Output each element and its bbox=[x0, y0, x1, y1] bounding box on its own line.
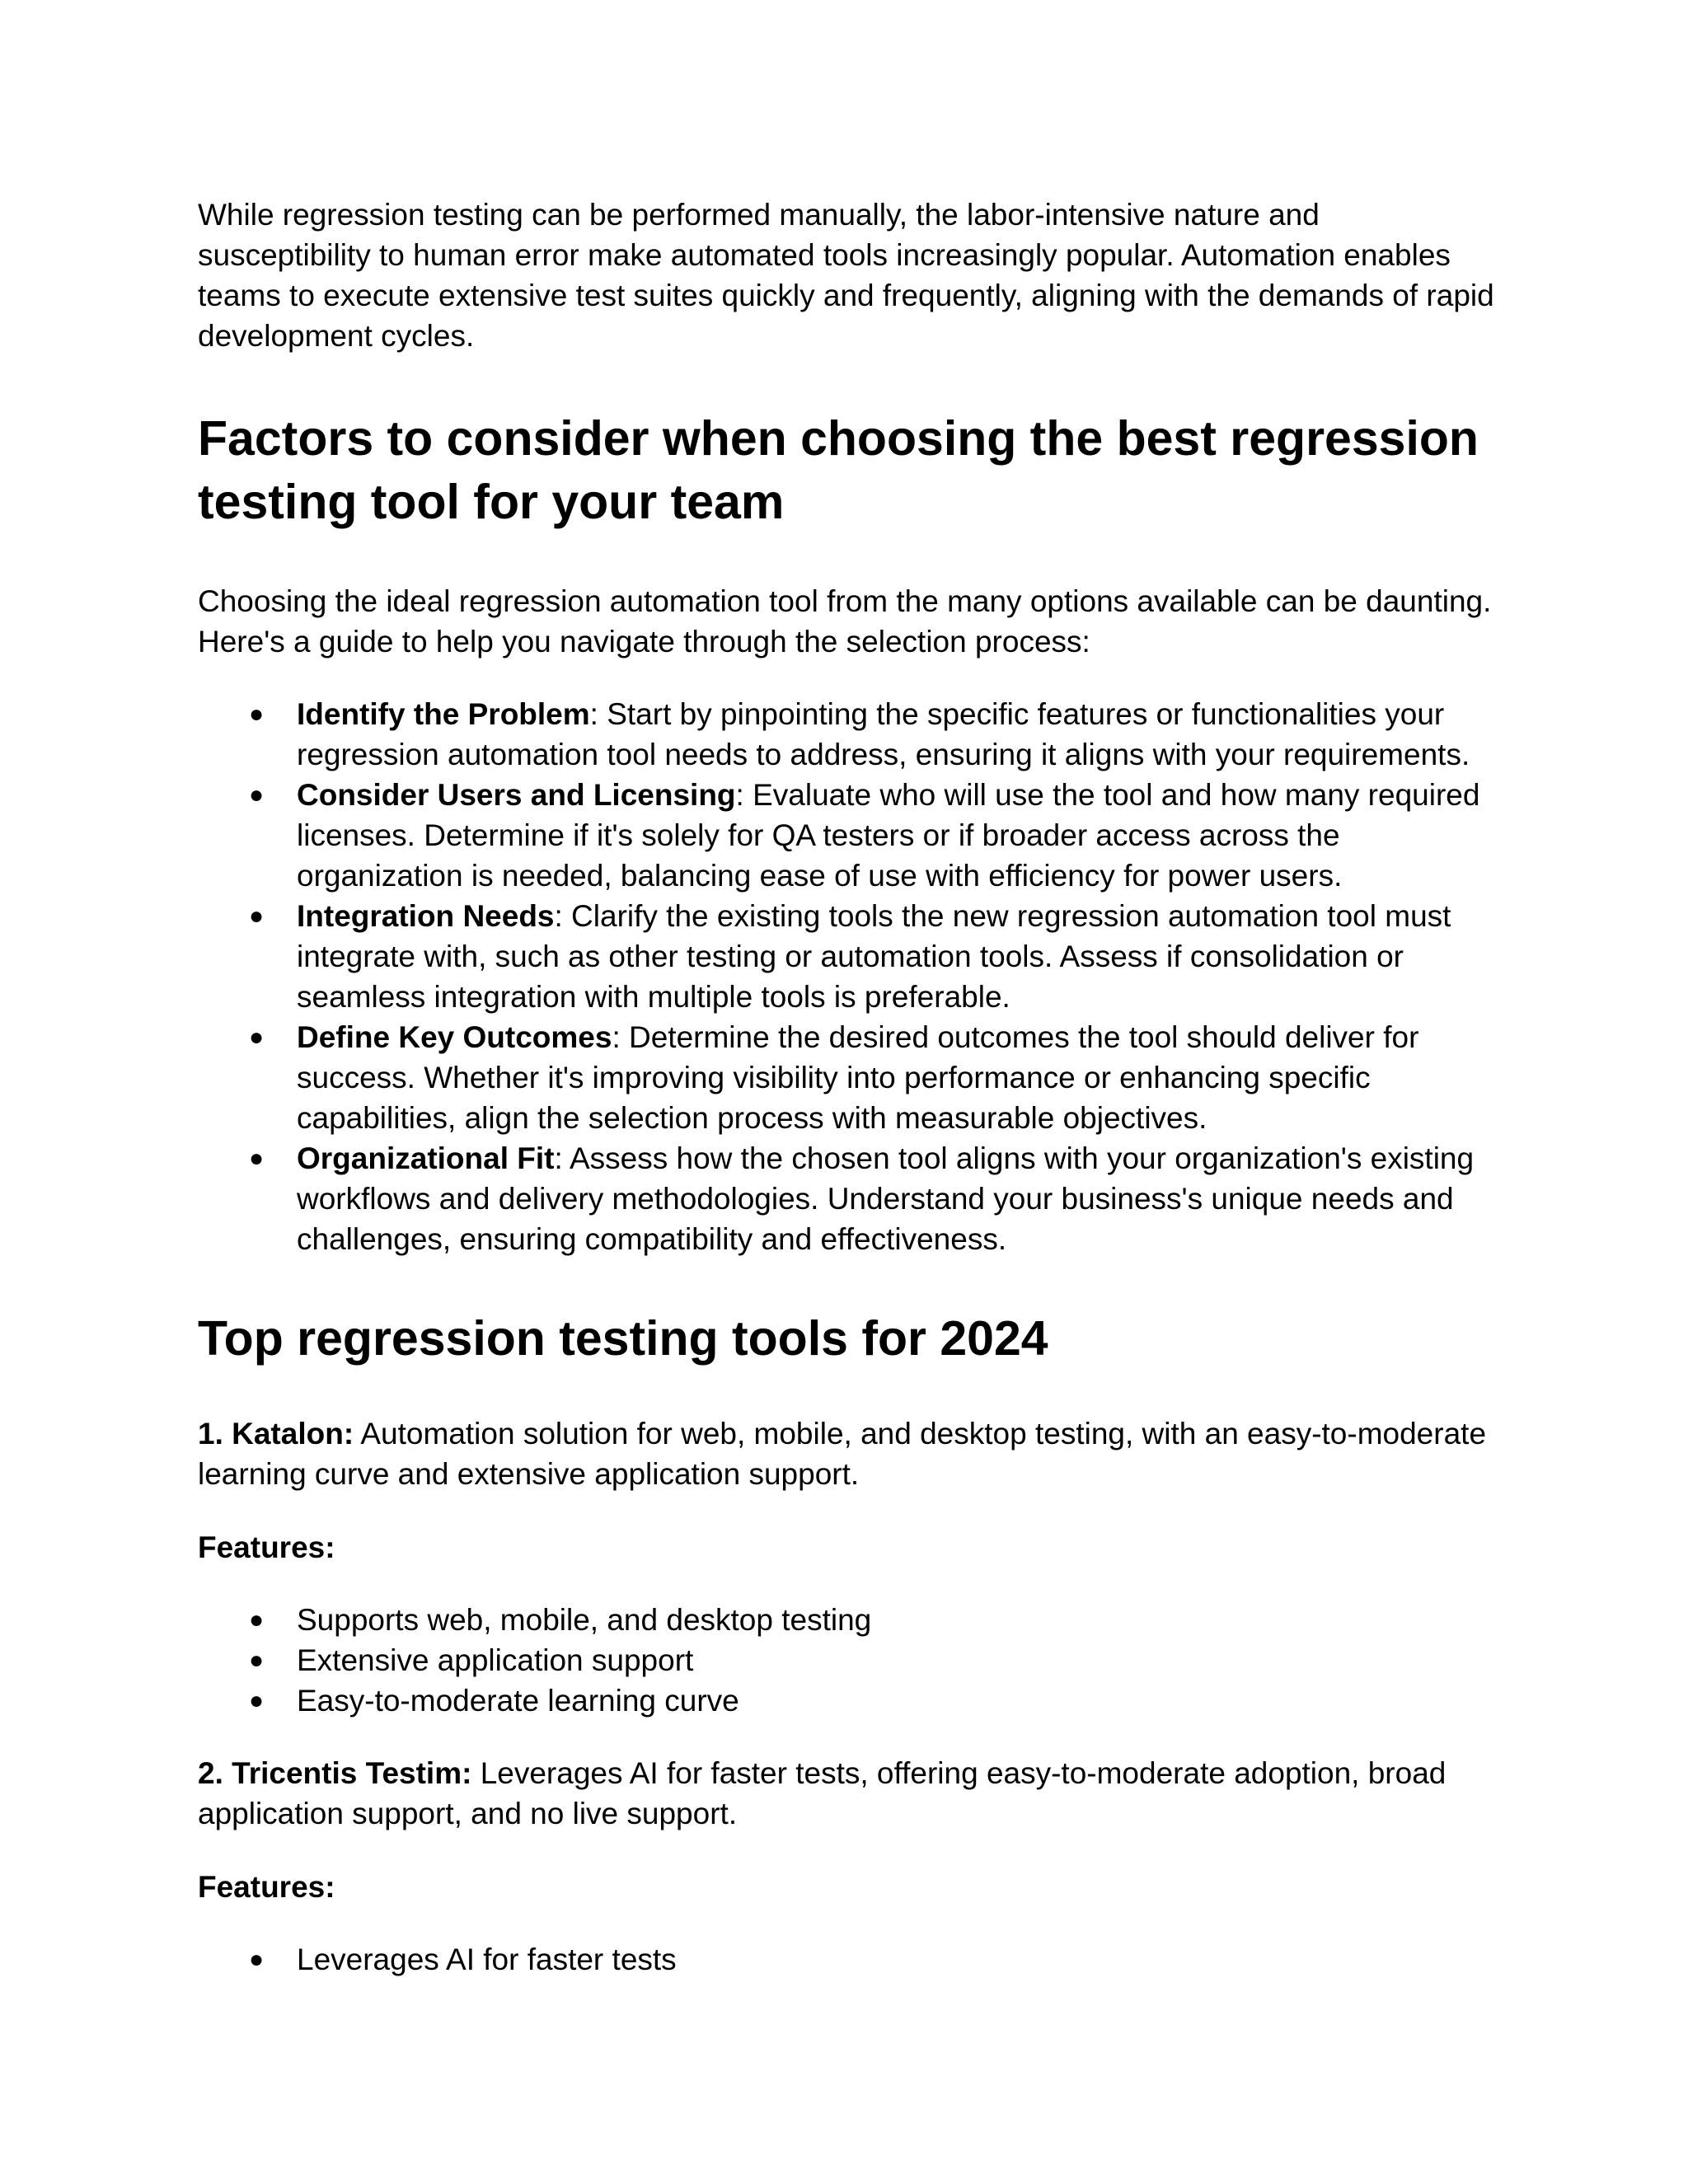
heading-factors: Factors to consider when choosing the best regression testing tool for your team bbox=[198, 411, 1479, 529]
heading-top-tools: Top regression testing tools for 2024 bbox=[198, 1311, 1048, 1366]
testim-features-list bbox=[198, 1939, 1500, 1980]
tool-description-text: Leverages AI for faster tests, offering easy-to-moderate adoption, broad application support, and no live support. bbox=[198, 1756, 1447, 1830]
factor-text: : Start by pinpointing the specific features or functionalities your regression automation tool needs to address, ensuring it aligns with your requirements. bbox=[297, 697, 1470, 771]
features-label-text: Features: bbox=[198, 1870, 335, 1904]
tool-description-katalon bbox=[198, 1413, 1500, 1494]
bullet-icon: ● bbox=[249, 902, 265, 930]
factor-text: : Evaluate who will use the tool and how many required licenses. Determine if it's solely for QA testers or if broader access across the organization is needed, balancing ease of use with efficiency for power users. bbox=[297, 778, 1480, 893]
katalon-features-list bbox=[198, 1600, 1500, 1721]
factor-title: Consider Users and Licensing bbox=[297, 778, 736, 812]
list-item bbox=[198, 896, 1500, 1017]
bullet-icon: ● bbox=[249, 701, 265, 728]
tool-name: 1. Katalon: bbox=[198, 1417, 354, 1451]
document-content bbox=[198, 194, 1500, 1980]
features-label-text: Features: bbox=[198, 1530, 335, 1564]
factor-text: : Determine the desired outcomes the tool should deliver for success. Whether it's improving visibility into performance or enhancing specific capabilities, align the selection process with measurable objectives. bbox=[297, 1020, 1419, 1135]
features-label bbox=[198, 1527, 1500, 1568]
list-item bbox=[198, 1640, 1500, 1680]
list-item bbox=[198, 1017, 1500, 1138]
bullet-icon: ● bbox=[249, 1606, 265, 1633]
factors-list bbox=[198, 694, 1500, 1259]
bullet-icon: ● bbox=[249, 781, 265, 808]
feature-text: Extensive application support bbox=[297, 1643, 694, 1677]
feature-text: Leverages AI for faster tests bbox=[297, 1943, 677, 1976]
list-item bbox=[198, 1600, 1500, 1640]
list-item bbox=[198, 1138, 1500, 1259]
bullet-icon: ● bbox=[249, 1024, 265, 1051]
intro-paragraph: While regression testing can be performed manually, the labor-intensive nature and susceptibility to human error make automated tools increasingly popular. Automation enables teams to execute extensive test suites quickly and frequently, aligning with the demands of rapid development cycles. bbox=[198, 198, 1494, 353]
bullet-icon: ● bbox=[249, 1145, 265, 1172]
tool-name: 2. Tricentis Testim: bbox=[198, 1756, 472, 1790]
bullet-icon: ● bbox=[249, 1687, 265, 1714]
factors-intro-paragraph: Choosing the ideal regression automation tool from the many options available can be daunting. Here's a guide to help you navigate through the selection process: bbox=[198, 584, 1492, 658]
bullet-icon: ● bbox=[249, 1946, 265, 1973]
list-item bbox=[198, 694, 1500, 775]
factor-title: Integration Needs bbox=[297, 899, 555, 933]
feature-text: Supports web, mobile, and desktop testing bbox=[297, 1603, 872, 1637]
feature-text: Easy-to-moderate learning curve bbox=[297, 1684, 739, 1718]
tool-description-testim bbox=[198, 1753, 1500, 1834]
list-item bbox=[198, 1939, 1500, 1980]
list-item bbox=[198, 1680, 1500, 1721]
list-item bbox=[198, 775, 1500, 896]
features-label bbox=[198, 1867, 1500, 1907]
bullet-icon: ● bbox=[249, 1647, 265, 1674]
factor-title: Define Key Outcomes bbox=[297, 1020, 612, 1054]
factor-text: : Assess how the chosen tool aligns with your organization's existing workflows and delivery methodologies. Understand your business's unique needs and challenges, ensuring compatibility and effectiveness. bbox=[297, 1141, 1475, 1256]
factor-title: Organizational Fit bbox=[297, 1141, 555, 1175]
factor-title: Identify the Problem bbox=[297, 697, 590, 731]
factor-text: : Clarify the existing tools the new regression automation tool must integrate with, such as other testing or automation tools. Assess if consolidation or seamless integration with multiple tools is preferable. bbox=[297, 899, 1451, 1014]
tool-description-text: Automation solution for web, mobile, and desktop testing, with an easy-to-moderate learning curve and extensive application support. bbox=[198, 1417, 1487, 1491]
